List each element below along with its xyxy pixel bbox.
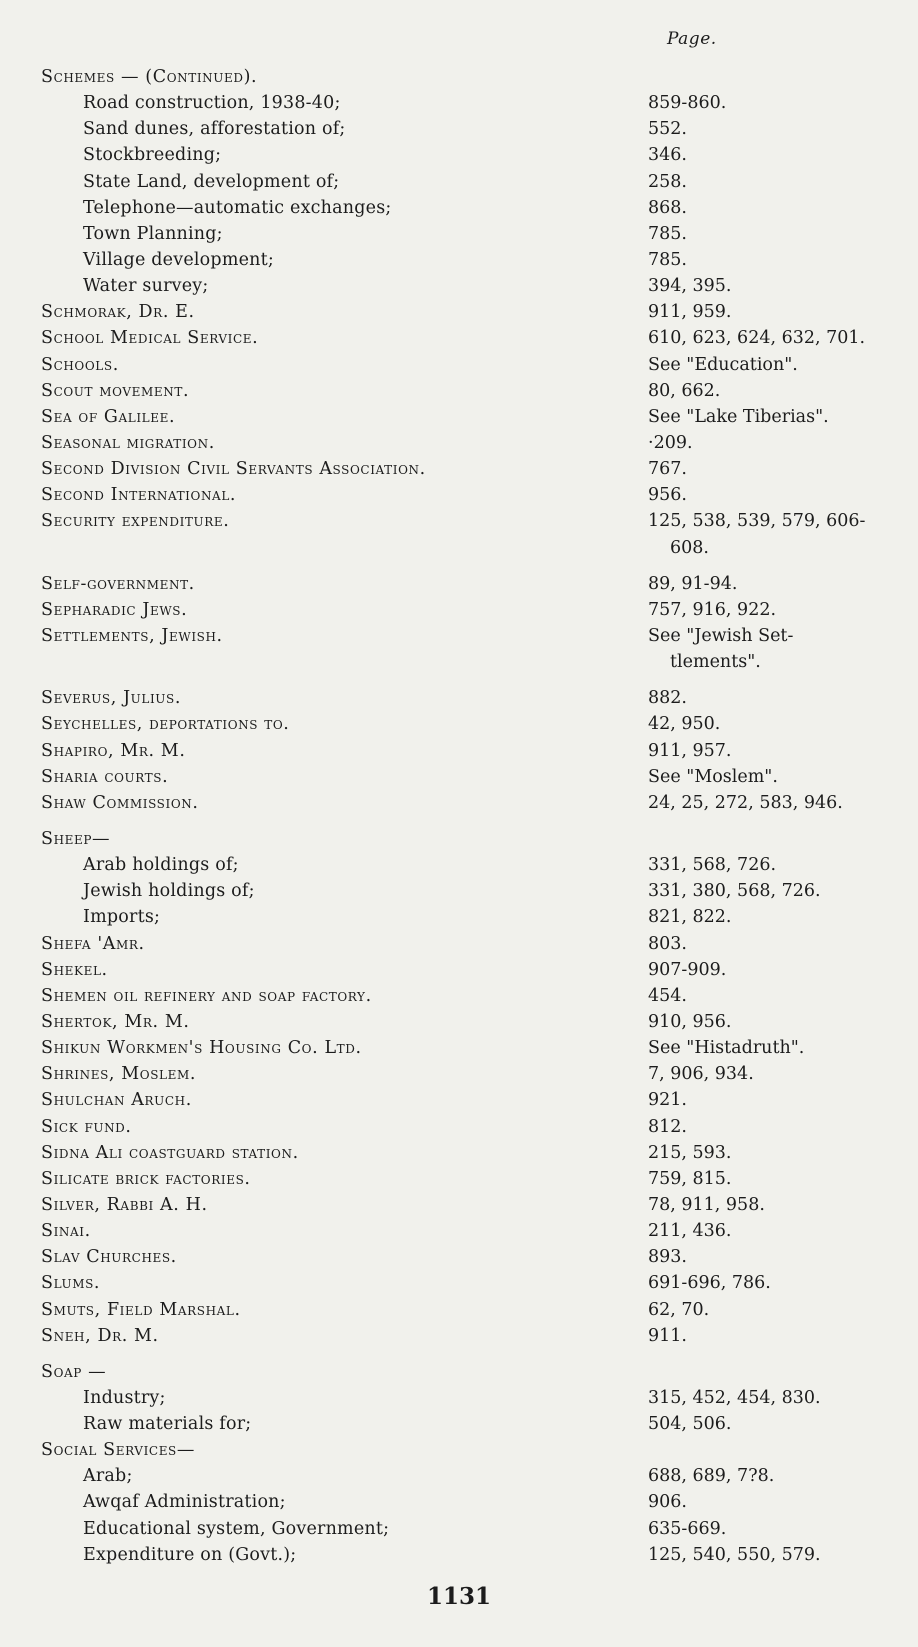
page-reference-text: 258. xyxy=(648,171,687,192)
index-entry xyxy=(0,352,918,378)
page-reference xyxy=(648,1411,888,1437)
index-entry xyxy=(0,221,918,247)
page-reference-text: 89, 91-94. xyxy=(648,573,738,594)
entry-term: Second International. xyxy=(41,485,237,506)
entry-term: Sheep— xyxy=(41,828,111,849)
index-entry xyxy=(0,273,918,299)
page-reference xyxy=(648,790,888,816)
page-reference xyxy=(648,597,888,623)
page-reference-text: 907-909. xyxy=(648,959,727,980)
page-reference-text: 42, 950. xyxy=(648,714,721,735)
page-reference xyxy=(648,142,888,168)
page-reference xyxy=(648,90,888,116)
page-reference xyxy=(648,571,888,597)
index-entry xyxy=(0,983,918,1009)
entry-term: Slums. xyxy=(41,1273,101,1294)
page-reference xyxy=(648,508,888,560)
entry-term: Slav Churches. xyxy=(41,1247,177,1268)
page-reference xyxy=(648,221,888,247)
index-entry xyxy=(0,1218,918,1244)
index-entry xyxy=(0,1489,918,1515)
index-entry xyxy=(0,378,918,404)
index-entry xyxy=(0,711,918,737)
index-entry xyxy=(0,685,918,711)
page-reference-text: 7, 906, 934. xyxy=(648,1064,754,1085)
page-reference-text: 610, 623, 624, 632, 701. xyxy=(648,328,866,349)
index-entry xyxy=(0,116,918,142)
subentry-term: Imports; xyxy=(83,907,161,928)
index-entry xyxy=(0,430,918,456)
index-entry xyxy=(0,1411,918,1437)
index-entry xyxy=(0,1463,918,1489)
page-reference xyxy=(648,456,888,482)
page-reference-text: 859-860. xyxy=(648,93,727,114)
page-reference xyxy=(648,325,888,351)
page-number: 1131 xyxy=(426,1583,491,1610)
page-reference-text: 331, 380, 568, 726. xyxy=(648,881,821,902)
subentry-term: Town Planning; xyxy=(83,223,223,244)
index-entry xyxy=(0,1516,918,1542)
page-reference-text: 757, 916, 922. xyxy=(648,599,777,620)
index-entry xyxy=(0,1087,918,1113)
page-reference-text: See "Lake Tiberias". xyxy=(648,406,829,427)
page-reference-text: 785. xyxy=(648,249,687,270)
entry-term: Shapiro, Mr. M. xyxy=(41,740,186,761)
entry-term: Shertok, Mr. M. xyxy=(41,1011,190,1032)
page-reference xyxy=(648,1192,888,1218)
entry-term: School Medical Service. xyxy=(41,328,259,349)
page-reference xyxy=(648,169,888,195)
page-reference xyxy=(648,352,888,378)
entry-term: Schools. xyxy=(41,354,119,375)
page-reference xyxy=(648,904,888,930)
page-reference xyxy=(648,738,888,764)
page-reference xyxy=(648,1297,888,1323)
page-reference-text: See "Moslem". xyxy=(648,766,778,787)
entry-term: Shulchan Aruch. xyxy=(41,1090,192,1111)
index-entry xyxy=(0,852,918,878)
page-reference-text: 125, 538, 539, 579, 606- xyxy=(648,511,866,532)
index-entry xyxy=(0,482,918,508)
page-reference-text: 215, 593. xyxy=(648,1142,732,1163)
page-reference-text: 759, 815. xyxy=(648,1168,732,1189)
index-entry xyxy=(0,1166,918,1192)
entry-term: Seasonal migration. xyxy=(41,432,215,453)
page-reference-text: 78, 911, 958. xyxy=(648,1194,765,1215)
index-entry xyxy=(0,738,918,764)
index-entry xyxy=(0,790,918,816)
entry-term: Settlements, Jewish. xyxy=(41,625,223,646)
entry-term: Shekel. xyxy=(41,959,108,980)
page-reference-text: See "Jewish Set- xyxy=(648,625,794,646)
page-reference-text: 24, 25, 272, 583, 946. xyxy=(648,792,843,813)
subentry-term: Arab holdings of; xyxy=(83,855,239,876)
entry-term: Sharia courts. xyxy=(41,766,169,787)
entry-term: Schemes — (Continued). xyxy=(41,67,258,87)
subentry-term: Stockbreeding; xyxy=(83,145,222,166)
entry-term: Sidna Ali coastguard station. xyxy=(41,1142,299,1163)
entry-term: Social Services— xyxy=(41,1440,195,1461)
entry-term: Sea of Galilee. xyxy=(41,406,176,427)
page-reference-text: 906. xyxy=(648,1492,687,1513)
page-reference xyxy=(648,378,888,404)
entry-term: Scout movement. xyxy=(41,380,190,401)
entry-term: Sepharadic Jews. xyxy=(41,599,188,620)
page-reference xyxy=(648,1463,888,1489)
index-entry xyxy=(0,623,918,675)
entry-term: Schmorak, Dr. E. xyxy=(41,302,195,323)
subentry-term: Jewish holdings of; xyxy=(83,881,255,902)
index-entry xyxy=(0,1061,918,1087)
index-entry xyxy=(0,1035,918,1061)
page-reference-text: 910, 956. xyxy=(648,1011,732,1032)
index-entry xyxy=(0,957,918,983)
subentry-term: Educational system, Government; xyxy=(83,1518,390,1539)
index-entry xyxy=(0,325,918,351)
index-entry xyxy=(0,169,918,195)
page-reference xyxy=(648,1516,888,1542)
index-entry xyxy=(0,571,918,597)
entry-term: Sick fund. xyxy=(41,1116,132,1137)
page-reference xyxy=(648,1035,888,1061)
subentry-term: Village development; xyxy=(83,249,274,270)
index-entry xyxy=(0,904,918,930)
page-reference-text: 331, 568, 726. xyxy=(648,855,777,876)
index-entry xyxy=(0,764,918,790)
entry-term: Smuts, Field Marshal. xyxy=(41,1299,241,1320)
page-reference-continuation: 608. xyxy=(670,537,709,558)
entry-term: Shefa 'Amr. xyxy=(41,933,145,954)
page-reference-text: 785. xyxy=(648,223,687,244)
page-reference xyxy=(648,1009,888,1035)
index-entry xyxy=(0,931,918,957)
index-entry xyxy=(0,1323,918,1349)
entry-term: Second Division Civil Servants Association. xyxy=(41,459,426,480)
index-entry xyxy=(0,1270,918,1296)
page-reference-text: 80, 662. xyxy=(648,380,721,401)
index-entry xyxy=(0,1009,918,1035)
page-reference-text: 394, 395. xyxy=(648,276,732,297)
page-reference xyxy=(648,1244,888,1270)
page-reference xyxy=(648,623,888,675)
page-reference xyxy=(648,247,888,273)
page-reference xyxy=(648,116,888,142)
page-column-heading: Page. xyxy=(667,29,717,49)
page-reference xyxy=(648,878,888,904)
page-reference-text: 504, 506. xyxy=(648,1414,732,1435)
subentry-term: Industry; xyxy=(83,1387,166,1408)
page-reference-text: 893. xyxy=(648,1247,687,1268)
index-entry xyxy=(0,508,918,560)
entry-term: Security expenditure. xyxy=(41,511,230,532)
page-reference-text: 315, 452, 454, 830. xyxy=(648,1387,821,1408)
index-entry xyxy=(0,878,918,904)
index-entry xyxy=(0,64,918,90)
index-entry xyxy=(0,1385,918,1411)
index-entry xyxy=(0,1244,918,1270)
page-reference xyxy=(648,957,888,983)
index-entry xyxy=(0,1359,918,1385)
page-reference-text: 921. xyxy=(648,1090,687,1111)
page-reference xyxy=(648,1166,888,1192)
index-entry xyxy=(0,1140,918,1166)
page-reference-text: 454. xyxy=(648,985,687,1006)
index-entry xyxy=(0,597,918,623)
page-reference xyxy=(648,1270,888,1296)
page-reference xyxy=(648,482,888,508)
index-entry xyxy=(0,1192,918,1218)
index-entry xyxy=(0,142,918,168)
page-reference-text: 821, 822. xyxy=(648,907,732,928)
entry-term: Silver, Rabbi A. H. xyxy=(41,1194,208,1215)
page-reference-text: 911, 959. xyxy=(648,302,732,323)
page-reference xyxy=(648,764,888,790)
index-entries xyxy=(0,64,918,1568)
page-reference xyxy=(648,931,888,957)
entry-term: Shikun Workmen's Housing Co. Ltd. xyxy=(41,1038,362,1059)
entry-term: Sinai. xyxy=(41,1221,91,1242)
page-reference-text: ·209. xyxy=(648,432,693,453)
page-reference-text: 688, 689, 7?8. xyxy=(648,1466,775,1487)
page-reference xyxy=(648,1218,888,1244)
index-entry xyxy=(0,1114,918,1140)
page-reference-text: 346. xyxy=(648,145,687,166)
subentry-term: Arab; xyxy=(83,1466,133,1487)
index-entry xyxy=(0,247,918,273)
entry-term: Soap — xyxy=(41,1361,107,1382)
page-reference-text: 552. xyxy=(648,119,687,140)
page-reference-text: 882. xyxy=(648,688,687,709)
subentry-term: Expenditure on (Govt.); xyxy=(83,1544,297,1565)
page-reference xyxy=(648,1542,888,1568)
index-entry xyxy=(0,90,918,116)
page-reference-text: 803. xyxy=(648,933,687,954)
page-reference-text: 812. xyxy=(648,1116,687,1137)
index-entry xyxy=(0,456,918,482)
entry-term: Shemen oil refinery and soap factory. xyxy=(41,985,372,1006)
page-reference xyxy=(648,983,888,1009)
page-reference-text: See "Histadruth". xyxy=(648,1038,805,1059)
entry-term: Shaw Commission. xyxy=(41,792,199,813)
subentry-term: Water survey; xyxy=(83,276,209,297)
subentry-term: Awqaf Administration; xyxy=(83,1492,286,1513)
page-reference xyxy=(648,1323,888,1349)
page-reference-text: 211, 436. xyxy=(648,1221,732,1242)
page-reference xyxy=(648,1489,888,1515)
index-entry xyxy=(0,1542,918,1568)
index-entry xyxy=(0,299,918,325)
page-reference-text: 62, 70. xyxy=(648,1299,710,1320)
page-reference xyxy=(648,1385,888,1411)
page-reference xyxy=(648,299,888,325)
page-reference xyxy=(648,273,888,299)
page-reference-text: 868. xyxy=(648,197,687,218)
entry-term: Shrines, Moslem. xyxy=(41,1064,196,1085)
page-reference xyxy=(648,404,888,430)
page-reference xyxy=(648,1087,888,1113)
entry-term: Silicate brick factories. xyxy=(41,1168,251,1189)
index-entry xyxy=(0,195,918,221)
page-reference xyxy=(648,1114,888,1140)
page-reference-continuation: tlements". xyxy=(670,652,761,673)
page-reference-text: 691-696, 786. xyxy=(648,1273,771,1294)
index-entry xyxy=(0,1297,918,1323)
page-reference-text: 125, 540, 550, 579. xyxy=(648,1544,821,1565)
subentry-term: Sand dunes, afforestation of; xyxy=(83,119,346,140)
entry-term: Sneh, Dr. M. xyxy=(41,1325,159,1346)
page-reference-text: 911. xyxy=(648,1325,687,1346)
page-reference xyxy=(648,852,888,878)
page-reference xyxy=(648,195,888,221)
index-entry xyxy=(0,404,918,430)
page-reference-text: 767. xyxy=(648,459,687,480)
index-entry xyxy=(0,1437,918,1463)
entry-term: Severus, Julius. xyxy=(41,688,182,709)
page-reference-text: See "Education". xyxy=(648,354,798,375)
page-reference xyxy=(648,685,888,711)
page-reference xyxy=(648,1140,888,1166)
subentry-term: State Land, development of; xyxy=(83,171,340,192)
entry-term: Seychelles, deportations to. xyxy=(41,714,290,735)
subentry-term: Telephone—automatic exchanges; xyxy=(83,197,392,218)
entry-term: Self-government. xyxy=(41,573,195,594)
subentry-term: Road construction, 1938-40; xyxy=(83,93,341,114)
subentry-term: Raw materials for; xyxy=(83,1414,252,1435)
page-reference-text: 911, 957. xyxy=(648,740,732,761)
page-reference-text: 635-669. xyxy=(648,1518,727,1539)
index-entry xyxy=(0,826,918,852)
page-reference xyxy=(648,711,888,737)
page-reference-text: 956. xyxy=(648,485,687,506)
page-reference xyxy=(648,1061,888,1087)
page-reference xyxy=(648,430,888,456)
